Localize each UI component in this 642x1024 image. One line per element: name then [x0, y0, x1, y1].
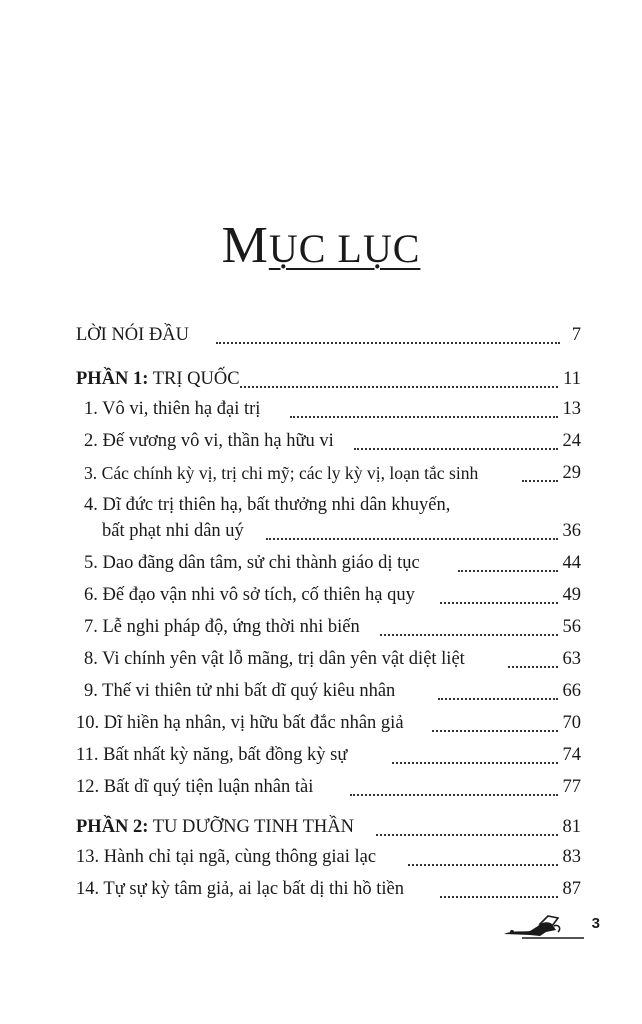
dot-leader: [432, 729, 558, 732]
toc-entry-label: 1. Vô vi, thiên hạ đại trị: [84, 399, 261, 419]
dot-leader: [216, 341, 560, 344]
toc-entry-label: 3. Các chính kỳ vị, trị chi mỹ; các ly kỳ vị, loạn tắc sinh: [84, 463, 479, 483]
dot-leader: [440, 895, 558, 898]
dot-leader: [354, 447, 558, 450]
dot-leader: [376, 833, 558, 836]
dot-leader: [350, 793, 558, 796]
dot-leader: [392, 761, 558, 764]
part-prefix: PHẦN 2:: [76, 817, 149, 837]
dot-leader: [408, 863, 558, 866]
toc-entry-page: 7: [571, 325, 581, 345]
toc-entry-page: 70: [562, 713, 581, 733]
toc-entry-label: 9. Thế vi thiên tử nhi bất dĩ quý kiêu nhân: [84, 681, 396, 701]
toc-entry[interactable]: [0, 772, 642, 802]
toc-entry-page: 77: [562, 777, 581, 797]
part-prefix: PHẦN 1:: [76, 369, 149, 389]
toc-entry-page: 81: [562, 817, 581, 837]
toc-entry-page: 36: [562, 521, 581, 541]
toc-entry-label: 2. Đế vương vô vi, thần hạ hữu vi: [84, 431, 334, 451]
toc-entry-page: 83: [562, 847, 581, 867]
toc-entry-label: 8. Vi chính yên vật lỗ mãng, trị dân yên vật diệt liệt: [84, 649, 465, 669]
toc-entry-page: 56: [562, 617, 581, 637]
toc-entry-page: 49: [562, 585, 581, 605]
dot-leader: [380, 633, 558, 636]
toc-part-heading[interactable]: [0, 812, 642, 842]
toc-entry-page: 11: [563, 369, 581, 389]
dot-leader: [438, 697, 558, 700]
toc-entry[interactable]: [0, 612, 642, 642]
title-initial: M: [221, 217, 269, 274]
toc-entry-label: 10. Dĩ hiền hạ nhân, vị hữu bất đắc nhân giả: [76, 713, 404, 733]
toc-entry[interactable]: [0, 708, 642, 738]
toc-entry-label: TU DƯỠNG TINH THẦN: [148, 817, 354, 837]
toc-entry[interactable]: [0, 874, 642, 904]
page-number: 3: [591, 915, 600, 932]
toc-entry-page: 63: [562, 649, 581, 669]
toc-entry[interactable]: [0, 426, 642, 456]
toc-entry-label: 6. Đế đạo vận nhi vô sở tích, cố thiên hạ quy: [84, 585, 415, 605]
toc-entry-label: TRỊ QUỐC: [148, 369, 240, 389]
title-rest: ỤC LỤC: [268, 226, 421, 271]
running-figure-ornament-icon: [500, 912, 586, 945]
toc-entry-label: LỜI NÓI ĐẦU: [76, 325, 190, 345]
toc-entry-label: 13. Hành chỉ tại ngã, cùng thông giai lạc: [76, 847, 377, 867]
dot-leader: [458, 569, 558, 572]
toc-entry[interactable]: [0, 740, 642, 770]
page-title: [0, 217, 642, 274]
toc-entry[interactable]: [0, 458, 642, 488]
toc-entry-label: 7. Lễ nghi pháp độ, ứng thời nhi biến: [84, 617, 360, 637]
page-footer: [500, 912, 600, 940]
dot-leader: [290, 415, 558, 418]
toc-entry-page: 13: [562, 399, 581, 419]
toc-entry-label: 11. Bất nhất kỳ năng, bất đồng kỳ sự: [76, 745, 348, 765]
dot-leader: [440, 601, 558, 604]
toc-entry[interactable]: [0, 548, 642, 578]
toc-entry[interactable]: [0, 644, 642, 674]
toc-entry-page: 24: [562, 431, 581, 451]
toc-entry-label: 5. Dao đãng dân tâm, sử chi thành giáo dị tục: [84, 553, 420, 573]
dot-leader: [266, 537, 558, 540]
toc-entry-line-2[interactable]: [0, 516, 642, 546]
toc-entry-label: 12. Bất dĩ quý tiện luận nhân tài: [76, 777, 314, 797]
dot-leader: [508, 665, 558, 668]
toc-entry-page: 44: [562, 553, 581, 573]
dot-leader: [522, 479, 558, 482]
toc-entry[interactable]: [0, 676, 642, 706]
toc-entry[interactable]: [0, 842, 642, 872]
dot-leader: [240, 385, 558, 388]
toc-entry[interactable]: [0, 320, 642, 350]
toc-entry[interactable]: [0, 394, 642, 424]
toc-entry-label: 14. Tự sự kỳ tâm giả, ai lạc bất dị thi hồ tiền: [76, 879, 404, 899]
toc-entry-label-continued: bất phạt nhi dân uý: [102, 521, 244, 541]
toc-entry-label: 4. Dĩ đức trị thiên hạ, bất thưởng nhi dân khuyến,: [84, 495, 451, 515]
toc-entry[interactable]: [0, 580, 642, 610]
toc-part-heading[interactable]: [0, 364, 642, 394]
toc-entry-page: 74: [562, 745, 581, 765]
toc-entry-page: 66: [562, 681, 581, 701]
toc-entry-page: 29: [562, 463, 581, 483]
toc-entry-page: 87: [562, 879, 581, 899]
